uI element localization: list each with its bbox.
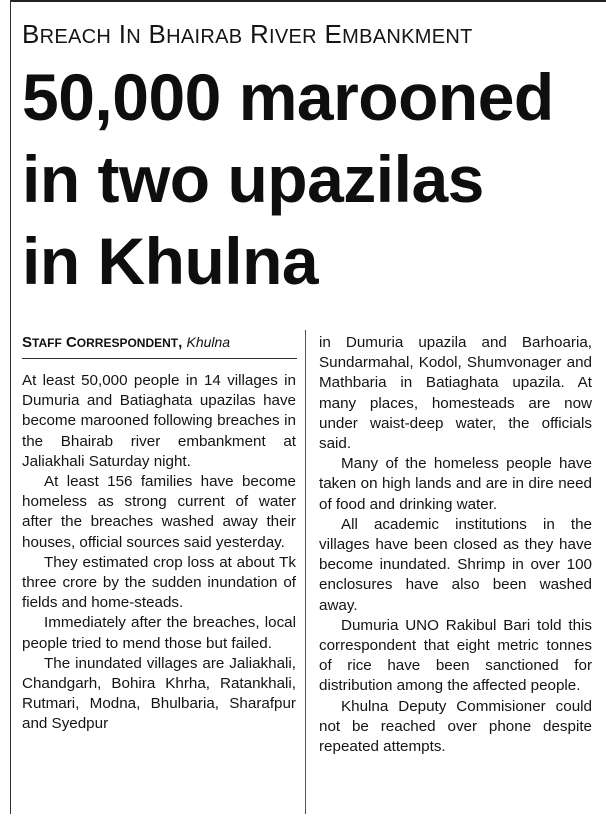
paragraph: Dumuria UNO Rakibul Bari told this correspondent that eight metric tonnes of rice have been sanctioned for distribution among the affected people.: [319, 616, 592, 695]
kicker-word-cap: B: [22, 19, 40, 49]
paragraph: They estimated crop loss at about Tk three crore by the sudden inundation of fields and home-steads.: [22, 553, 296, 612]
kicker-word-rest: REACH: [39, 26, 112, 48]
headline: [22, 56, 602, 302]
paragraph: Many of the homeless people have taken on high lands and are in dire need of food and drinking water.: [319, 455, 592, 513]
kicker-word-cap: E: [324, 19, 343, 49]
headline-line: 50,000 marooned: [22, 60, 554, 134]
paragraph: All academic institutions in the villages have been closed as they have become inundated. Shrimp in over 100 enclosures have also been washed away.: [319, 515, 592, 614]
kicker-word-rest: HAIRAB: [166, 26, 243, 48]
paragraph: in Dumuria upazila and Barhoaria, Sundarmahal, Kodol, Shumvonager and Mathbaria in Batiaghata upazila. At many places, homesteads are now under waist-deep water, the officials said.: [319, 334, 592, 453]
paragraph: The inundated villages are Jaliakhali, Chandgarh, Bohira Khrha, Ratankhali, Rutmari, Modna, Bhulbaria, Sharafpur and Syedpur: [22, 654, 296, 733]
author-cap: C: [65, 334, 77, 351]
paragraph: Immediately after the breaches, local people tried to mend those but failed.: [22, 614, 296, 652]
author-rest: ORRESPONDENT: [76, 336, 179, 350]
byline-rule: [22, 358, 297, 359]
kicker: [22, 18, 597, 53]
article-column-1: [22, 371, 296, 735]
top-rule: [10, 0, 606, 2]
byline-place: Khulna: [186, 334, 231, 350]
kicker-word-cap: R: [249, 19, 270, 49]
byline: [22, 332, 297, 353]
byline-separator: ,: [178, 334, 183, 351]
column-divider: [305, 330, 306, 814]
kicker-word-cap: I: [118, 19, 127, 49]
headline-line: in two upazilas: [22, 142, 484, 216]
kicker-word-rest: N: [126, 26, 141, 48]
author-cap: S: [22, 334, 33, 351]
paragraph: At least 156 families have become homeless as strong current of water after the breaches washed away their houses, official sources said yesterday.: [22, 473, 296, 551]
paragraph: Khulna Deputy Commisioner could not be reached over phone despite repeated attempts.: [319, 697, 592, 756]
kicker-word-cap: B: [148, 19, 167, 49]
paragraph: At least 50,000 people in 14 villages in Dumuria and Batiaghata upazilas have become marooned following breaches in the Bhairab river embankment at Jaliakhali Saturday night.: [22, 372, 296, 470]
byline-author: [22, 334, 182, 351]
headline-line: in Khulna: [22, 224, 319, 298]
article-column-2: [319, 333, 592, 757]
kicker-word-rest: IVER: [269, 26, 317, 48]
kicker-word-rest: MBANKMENT: [342, 26, 473, 48]
left-rule: [10, 0, 11, 814]
author-rest: TAFF: [32, 336, 62, 350]
